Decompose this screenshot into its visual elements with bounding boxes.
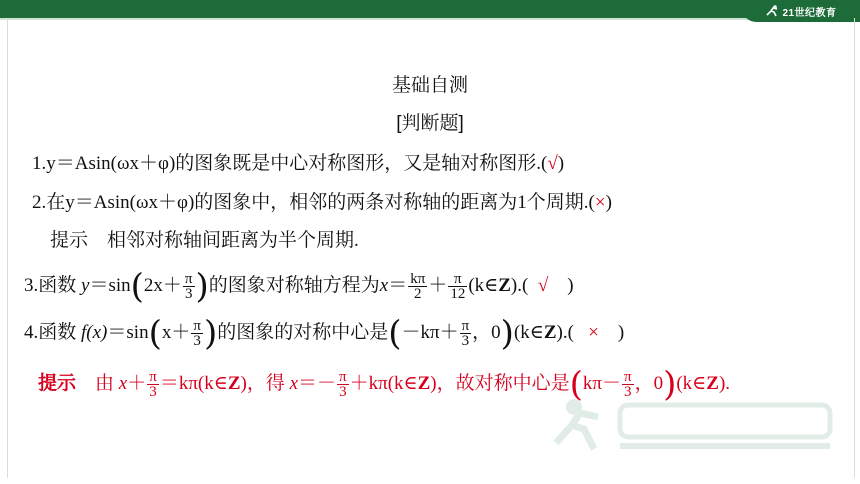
fraction-pi-3 xyxy=(147,370,159,399)
frac-den: 3 xyxy=(339,384,347,400)
question-4-prefix: 4.函数 xyxy=(24,321,77,343)
watermark-logo xyxy=(550,393,840,455)
fraction-pi-12 xyxy=(448,272,467,301)
paren-close: ) xyxy=(500,313,514,354)
page-title: 基础自测 xyxy=(391,75,468,96)
frac-num: π xyxy=(193,318,201,334)
integer-set: Z xyxy=(417,372,431,394)
paren-close: ) xyxy=(203,313,218,354)
hint-2-text: )，故对称中心是 xyxy=(430,372,570,394)
center-y: ，0 xyxy=(634,372,664,394)
center-x: kπ－ xyxy=(582,372,621,394)
integer-set: Z xyxy=(706,372,719,394)
question-1-text: 1.y＝Asin(ωx＋φ)的图象既是中心对称图形，又是轴对称图形.( xyxy=(32,153,548,174)
hint-2-text: )，得 xyxy=(240,372,285,394)
hint-2-eq: ＝kπ(k∈ xyxy=(159,372,228,394)
question-2-text: 2.在y＝Asin(ωx＋φ)的图象中，相邻的两条对称轴的距离为1个周期.( xyxy=(32,192,595,213)
plus: ＋ xyxy=(428,274,448,296)
hint-1 xyxy=(50,229,359,253)
frac-num: kπ xyxy=(410,271,426,287)
question-4-close: ) xyxy=(617,321,625,343)
sin-argument: x＋ xyxy=(161,321,191,343)
hint-2-label: 提示 xyxy=(38,372,77,394)
answer-mark-3: √ xyxy=(537,274,549,296)
paren-open: ( xyxy=(130,266,144,307)
domain-open: (k∈ xyxy=(468,274,499,296)
frac-den: 3 xyxy=(149,384,157,400)
var-x: x xyxy=(289,372,299,394)
sin-label: ＝sin xyxy=(89,274,131,296)
hint-1-label: 提示 xyxy=(50,230,89,251)
hint-2-end: ). xyxy=(718,372,731,394)
fraction-pi-3 xyxy=(337,370,349,399)
frac-den: 12 xyxy=(450,286,466,302)
var-x: x xyxy=(379,274,389,296)
integer-set: Z xyxy=(227,372,241,394)
fraction-kpi-2 xyxy=(408,272,427,301)
domain-open: (k∈ xyxy=(513,321,544,343)
logo-text: 21世纪教育 xyxy=(782,7,837,19)
plus: ＋ xyxy=(127,372,147,394)
frac-den: 3 xyxy=(193,333,201,349)
fraction-pi-3 xyxy=(191,319,203,348)
hint-2-text: 由 xyxy=(95,372,115,394)
question-3 xyxy=(24,266,574,307)
hint-2-text: ＋kπ(k∈ xyxy=(349,372,418,394)
sin-argument: 2x＋ xyxy=(143,274,182,296)
question-4 xyxy=(24,313,625,354)
question-1-close: ) xyxy=(557,153,565,174)
question-2 xyxy=(32,191,612,215)
fraction-pi-3 xyxy=(460,319,472,348)
frac-num: π xyxy=(184,271,193,287)
domain-open: (k∈ xyxy=(676,372,707,394)
integer-set: Z xyxy=(543,321,557,343)
hint-1-text: 相邻对称轴间距离为半个周期. xyxy=(107,230,359,251)
func-fx: f(x) xyxy=(81,321,108,343)
question-3-prefix: 3.函数 xyxy=(24,274,77,296)
section-subtitle: [判断题] xyxy=(396,113,464,134)
question-4-end: ).( xyxy=(556,321,574,343)
paren-open: ( xyxy=(148,313,162,354)
paren-open: ( xyxy=(388,313,402,354)
answer-mark-1: √ xyxy=(547,153,558,174)
frac-den: 3 xyxy=(184,286,193,302)
question-3-close: ) xyxy=(567,274,574,296)
fraction-pi-3 xyxy=(183,272,195,301)
var-x: x xyxy=(118,372,128,394)
question-4-mid: 的图象的对称中心是 xyxy=(217,321,389,343)
var-y: y xyxy=(81,274,90,296)
frac-den: 3 xyxy=(624,384,632,400)
center-y: ，0 xyxy=(472,321,501,343)
question-1 xyxy=(32,152,564,176)
frac-num: π xyxy=(448,272,467,287)
top-banner xyxy=(0,0,860,18)
paren-close: ) xyxy=(663,364,677,405)
answer-mark-2: × xyxy=(594,192,606,213)
sin-label: ＝sin xyxy=(107,321,149,343)
frac-num: π xyxy=(461,318,470,334)
answer-mark-4: × xyxy=(588,321,599,343)
paren-open: ( xyxy=(569,364,583,405)
frac-num: π xyxy=(339,369,347,385)
equals: ＝ xyxy=(388,274,408,296)
question-3-end: ).( xyxy=(510,274,529,296)
question-3-mid: 的图象对称轴方程为 xyxy=(208,274,380,296)
integer-set: Z xyxy=(498,274,511,296)
frac-den: 3 xyxy=(461,333,470,349)
runner-icon xyxy=(765,5,779,17)
frac-num: π xyxy=(149,369,157,385)
paren-close: ) xyxy=(195,266,209,307)
center-x: －kπ＋ xyxy=(401,321,459,343)
hint-2-eq: ＝－ xyxy=(298,372,337,394)
frac-num: π xyxy=(623,369,632,385)
question-2-close: ) xyxy=(605,192,612,213)
frac-den: 2 xyxy=(414,286,422,302)
